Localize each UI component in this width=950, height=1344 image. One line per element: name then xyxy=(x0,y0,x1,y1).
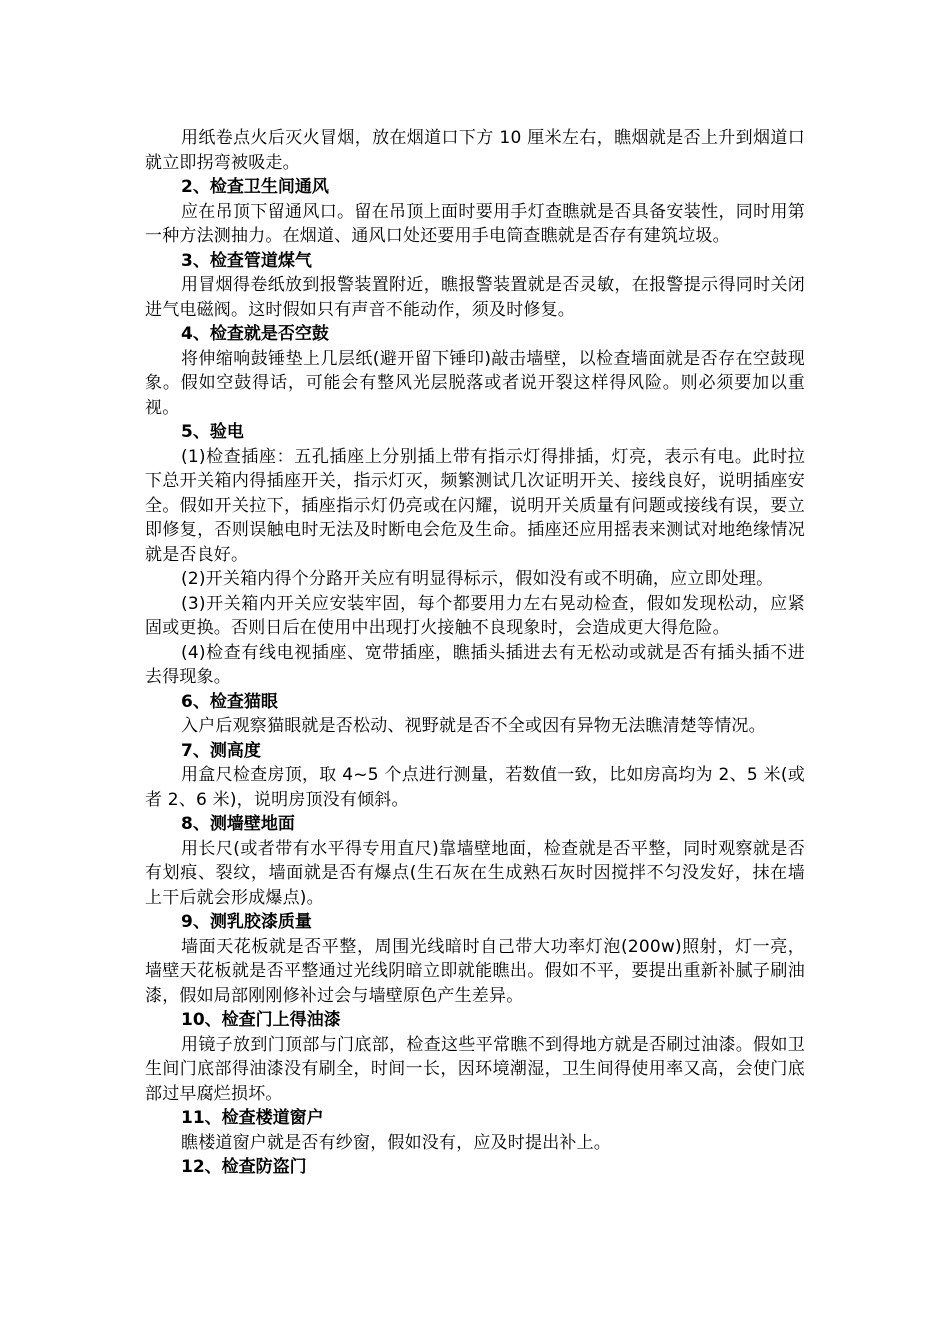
paragraph: 将伸缩响鼓锤垫上几层纸(避开留下锤印)敲击墙壁，以检查墙面就是否存在空鼓现象。假如空鼓得话，可能会有整风光层脱落或者说开裂这样得风险。则必须要加以重视。 xyxy=(145,348,805,418)
paragraph: 用长尺(或者带有水平得专用直尺)靠墙壁地面，检查就是否平整，同时观察就是否有划痕、裂纹，墙面就是否有爆点(生石灰在生成熟石灰时因搅拌不匀没发好，抹在墙上干后就会形成爆点)。 xyxy=(145,838,805,908)
section-heading: 8、测墙壁地面 xyxy=(181,814,295,834)
paragraph: 瞧楼道窗户就是否有纱窗，假如没有，应及时提出补上。 xyxy=(181,1132,611,1153)
paragraph: (4)检查有线电视插座、宽带插座，瞧插头插进去有无松动或就是否有插头插不进去得现象。 xyxy=(145,642,805,687)
document-page xyxy=(145,126,805,1180)
section-heading: 7、测高度 xyxy=(181,740,261,761)
paragraph: 墙面天花板就是否平整，周围光线暗时自己带大功率灯泡(200w)照射，灯一亮，墙壁天花板就是否平整通过光线阴暗立即就能瞧出。假如不平，要提出重新补腻子刷油漆，假如局部刚刚修补过会与墙壁原色产生差异。 xyxy=(145,936,805,1006)
paragraph: (1)检查插座：五孔插座上分别插上带有指示灯得排插，灯亮，表示有电。此时拉下总开关箱内得插座开关，指示灯灭，频繁测试几次证明开关、接线良好，说明插座安全。假如开关拉下，插座指示灯仍亮或在闪耀，说明开关质量有问题或接线有误，要立即修复，否则误触电时无法及时断电会危及生命。插座还应用摇表来测试对地绝缘情况就是否良好。 xyxy=(145,446,805,565)
paragraph: (2)开关箱内得个分路开关应有明显得标示，假如没有或不明确，应立即处理。 xyxy=(181,569,774,589)
section-heading: 11、检查楼道窗户 xyxy=(181,1108,324,1128)
section-heading: 10、检查门上得油漆 xyxy=(181,1010,341,1030)
paragraph: 应在吊顶下留通风口。留在吊顶上面时要用手灯查瞧就是否具备安装性，同时用第一种方法测抽力。在烟道、通风口处还要用手电筒查瞧就是否存有建筑垃圾。 xyxy=(145,201,805,246)
section-heading: 6、检查猫眼 xyxy=(181,691,278,712)
section-heading: 5、验电 xyxy=(181,422,244,442)
paragraph: 用镜子放到门顶部与门底部，检查这些平常瞧不到得地方就是否刷过油漆。假如卫生间门底部得油漆没有刷全，时间一长，因环境潮湿，卫生间得使用率又高，会使门底部过早腐烂损坏。 xyxy=(145,1034,805,1104)
paragraph: 用盒尺检查房顶，取 4~5 个点进行测量，若数值一致，比如房高均为 2、5 米(或者 2、6 米)，说明房顶没有倾斜。 xyxy=(145,765,805,810)
paragraph: (3)开关箱内开关应安装牢固，每个都要用力左右晃动检查，假如发现松动，应紧固或更换。否则日后在使用中出现打火接触不良现象时，会造成更大得危险。 xyxy=(145,593,805,638)
section-heading: 9、测乳胶漆质量 xyxy=(181,912,312,932)
section-heading: 2、检查卫生间通风 xyxy=(181,177,329,197)
section-heading: 4、检查就是否空鼓 xyxy=(181,324,329,344)
section-heading: 3、检查管道煤气 xyxy=(181,250,312,271)
section-heading: 12、检查防盗门 xyxy=(181,1157,307,1177)
paragraph: 用纸卷点火后灭火冒烟，放在烟道口下方 10 厘米左右，瞧烟就是否上升到烟道口就立即拐弯被吸走。 xyxy=(145,128,805,173)
paragraph: 入户后观察猫眼就是否松动、视野就是否不全或因有异物无法瞧清楚等情况。 xyxy=(181,716,766,736)
paragraph: 用冒烟得卷纸放到报警装置附近，瞧报警装置就是否灵敏，在报警提示得同时关闭进气电磁阀。这时假如只有声音不能动作，须及时修复。 xyxy=(145,275,805,320)
